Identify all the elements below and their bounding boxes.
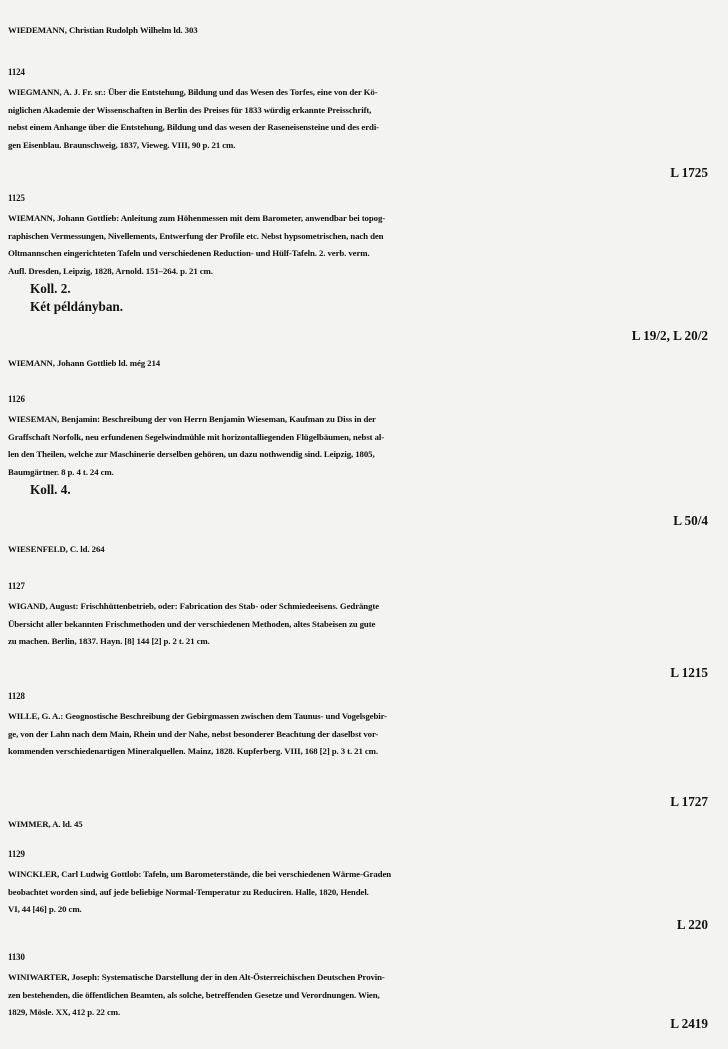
entry-number: 1127 [8, 581, 25, 591]
entry-note: Koll. 4. [30, 482, 71, 497]
entry-line: nebst einem Anhange über die Entstehung, Bildung und das wesen der Raseneisensteine und des erdi- [8, 122, 380, 132]
entry-note: Koll. 2. [30, 281, 71, 296]
entry-line: Übersicht aller bekannten Frischmethoden und der verschiedenen Methoden, altes Stabeisen zu gute [8, 618, 376, 629]
entry-line: Aufl. Dresden, Leipzig, 1828, Arnold. 151–264. p. 21 cm. [8, 265, 213, 276]
shelf-mark: L 19/2, L 20/2 [631, 328, 708, 343]
entry-line: WINIWARTER, Joseph: Systematische Darstellung der in den Alt-Österreichischen Deutschen Provin- [8, 972, 385, 982]
entry-number: 1126 [8, 394, 25, 404]
entry-line: zen bestehenden, die öffentlichen Beamten, als solche, betreffenden Gesetze und Verordnungen. Wien, [8, 989, 380, 1000]
entry-1129 [8, 846, 720, 919]
crossref-text: WIEMANN, Johann Gottlieb ld. még 214 [8, 358, 161, 368]
entry-line: WIESEMAN, Benjamin: Beschreibung der von Herrn Benjamin Wieseman, Kaufman zu Diss in der [8, 414, 376, 424]
entry-note: Két példányban. [30, 298, 124, 314]
crossref-text: WIMMER, A. ld. 45 [8, 819, 83, 829]
shelf-mark: L 50/4 [673, 513, 708, 528]
shelf-mark: L 1215 [670, 665, 708, 680]
entry-number: 1124 [8, 67, 25, 77]
entry-line: Graffschaft Norfolk, neu erfundenen Segelwindmühle mit horizontalliegenden Flügelbäumen, nebst al- [8, 431, 385, 442]
crossref-wiesenfeld [8, 541, 720, 559]
entry-line: beobachtet worden sind, auf jede beliebige Normal-Temperatur zu Reduciren. Halle, 1820, Hendel. [8, 886, 369, 897]
crossref-text: WIEDEMANN, Christian Rudolph Wilhelm ld. 303 [8, 25, 198, 35]
entry-number: 1125 [8, 193, 25, 203]
entry-line: gen Eisenblau. Braunschweig, 1837, Vieweg. VIII, 90 p. 21 cm. [8, 139, 236, 150]
entry-1130 [8, 949, 720, 1022]
entry-line: WIEMANN, Johann Gottlieb: Anleitung zum Höhenmessen mit dem Barometer, anwendbar bei topog- [8, 213, 386, 223]
entry-1126 [8, 391, 720, 499]
entry-1127 [8, 578, 720, 651]
crossref-text: WIESENFELD, C. ld. 264 [8, 544, 105, 554]
entry-line: len den Theilen, welche zur Maschinerie derselben gehören, un dazu nothwendig sind. Leipzig, 1805, [8, 449, 375, 459]
shelf-mark: L 2419 [670, 1016, 708, 1031]
entry-line: niglichen Akademie der Wissenschaften in Berlin des Preises für 1833 würdig erkannte Preisschrift, [8, 104, 372, 115]
entry-line: raphischen Vermessungen, Nivellements, Entwerfung der Profile etc. Nebst hypsometrischen, nach den [8, 230, 384, 241]
shelf-mark: L 1725 [670, 165, 708, 180]
shelf-mark: L 1727 [670, 794, 708, 809]
entry-line: WILLE, G. A.: Geognostische Beschreibung der Gebirgmassen zwischen dem Taunus- und Vogelsgebir- [8, 711, 387, 721]
entry-1124 [8, 64, 720, 154]
entry-number: 1128 [8, 691, 25, 701]
entry-line: 1829, Mösle. XX, 412 p. 22 cm. [8, 1007, 121, 1017]
entry-line: WINCKLER, Carl Ludwig Gottlob: Tafeln, um Barometerstände, die bei verschiedenen Wärme-Graden [8, 869, 392, 879]
crossref-wiemann [8, 355, 720, 373]
entry-line: Baumgärtner. 8 p. 4 t. 24 cm. [8, 466, 114, 477]
entry-line: Oltmannschen eingerichteten Tafeln und verschiedenen Reduction- und Hülf-Tafeln. 2. verb. verm. [8, 248, 370, 258]
entry-line: WIGAND, August: Frischhüttenbetrieb, oder: Fabrication des Stab- oder Schmiedeeisens. Gedrängte [8, 601, 380, 611]
entry-line: ge, von der Lahn nach dem Main, Rhein und der Nahe, nebst besonderer Beachtung der daselbst vor- [8, 728, 379, 739]
crossref-wimmer [8, 816, 720, 834]
entry-line: VI, 44 [46] p. 20 cm. [8, 904, 82, 914]
entry-line: WIEGMANN, A. J. Fr. sr.: Über die Entstehung, Bildung und das Wesen des Torfes, eine von der Kö- [8, 87, 378, 97]
shelf-mark: L 220 [676, 917, 708, 932]
entry-line: zu machen. Berlin, 1837. Hayn. [8] 144 [2] p. 2 t. 21 cm. [8, 636, 210, 646]
entry-1128 [8, 688, 720, 761]
entry-number: 1130 [8, 952, 25, 962]
entry-1125 [8, 190, 720, 315]
crossref-wiedemann [8, 22, 720, 40]
entry-line: kommenden verschiedenartigen Mineralquellen. Mainz, 1828. Kupferberg. VIII, 168 [2] p. 3 t. 21 cm. [8, 746, 378, 756]
entry-number: 1129 [8, 849, 25, 859]
